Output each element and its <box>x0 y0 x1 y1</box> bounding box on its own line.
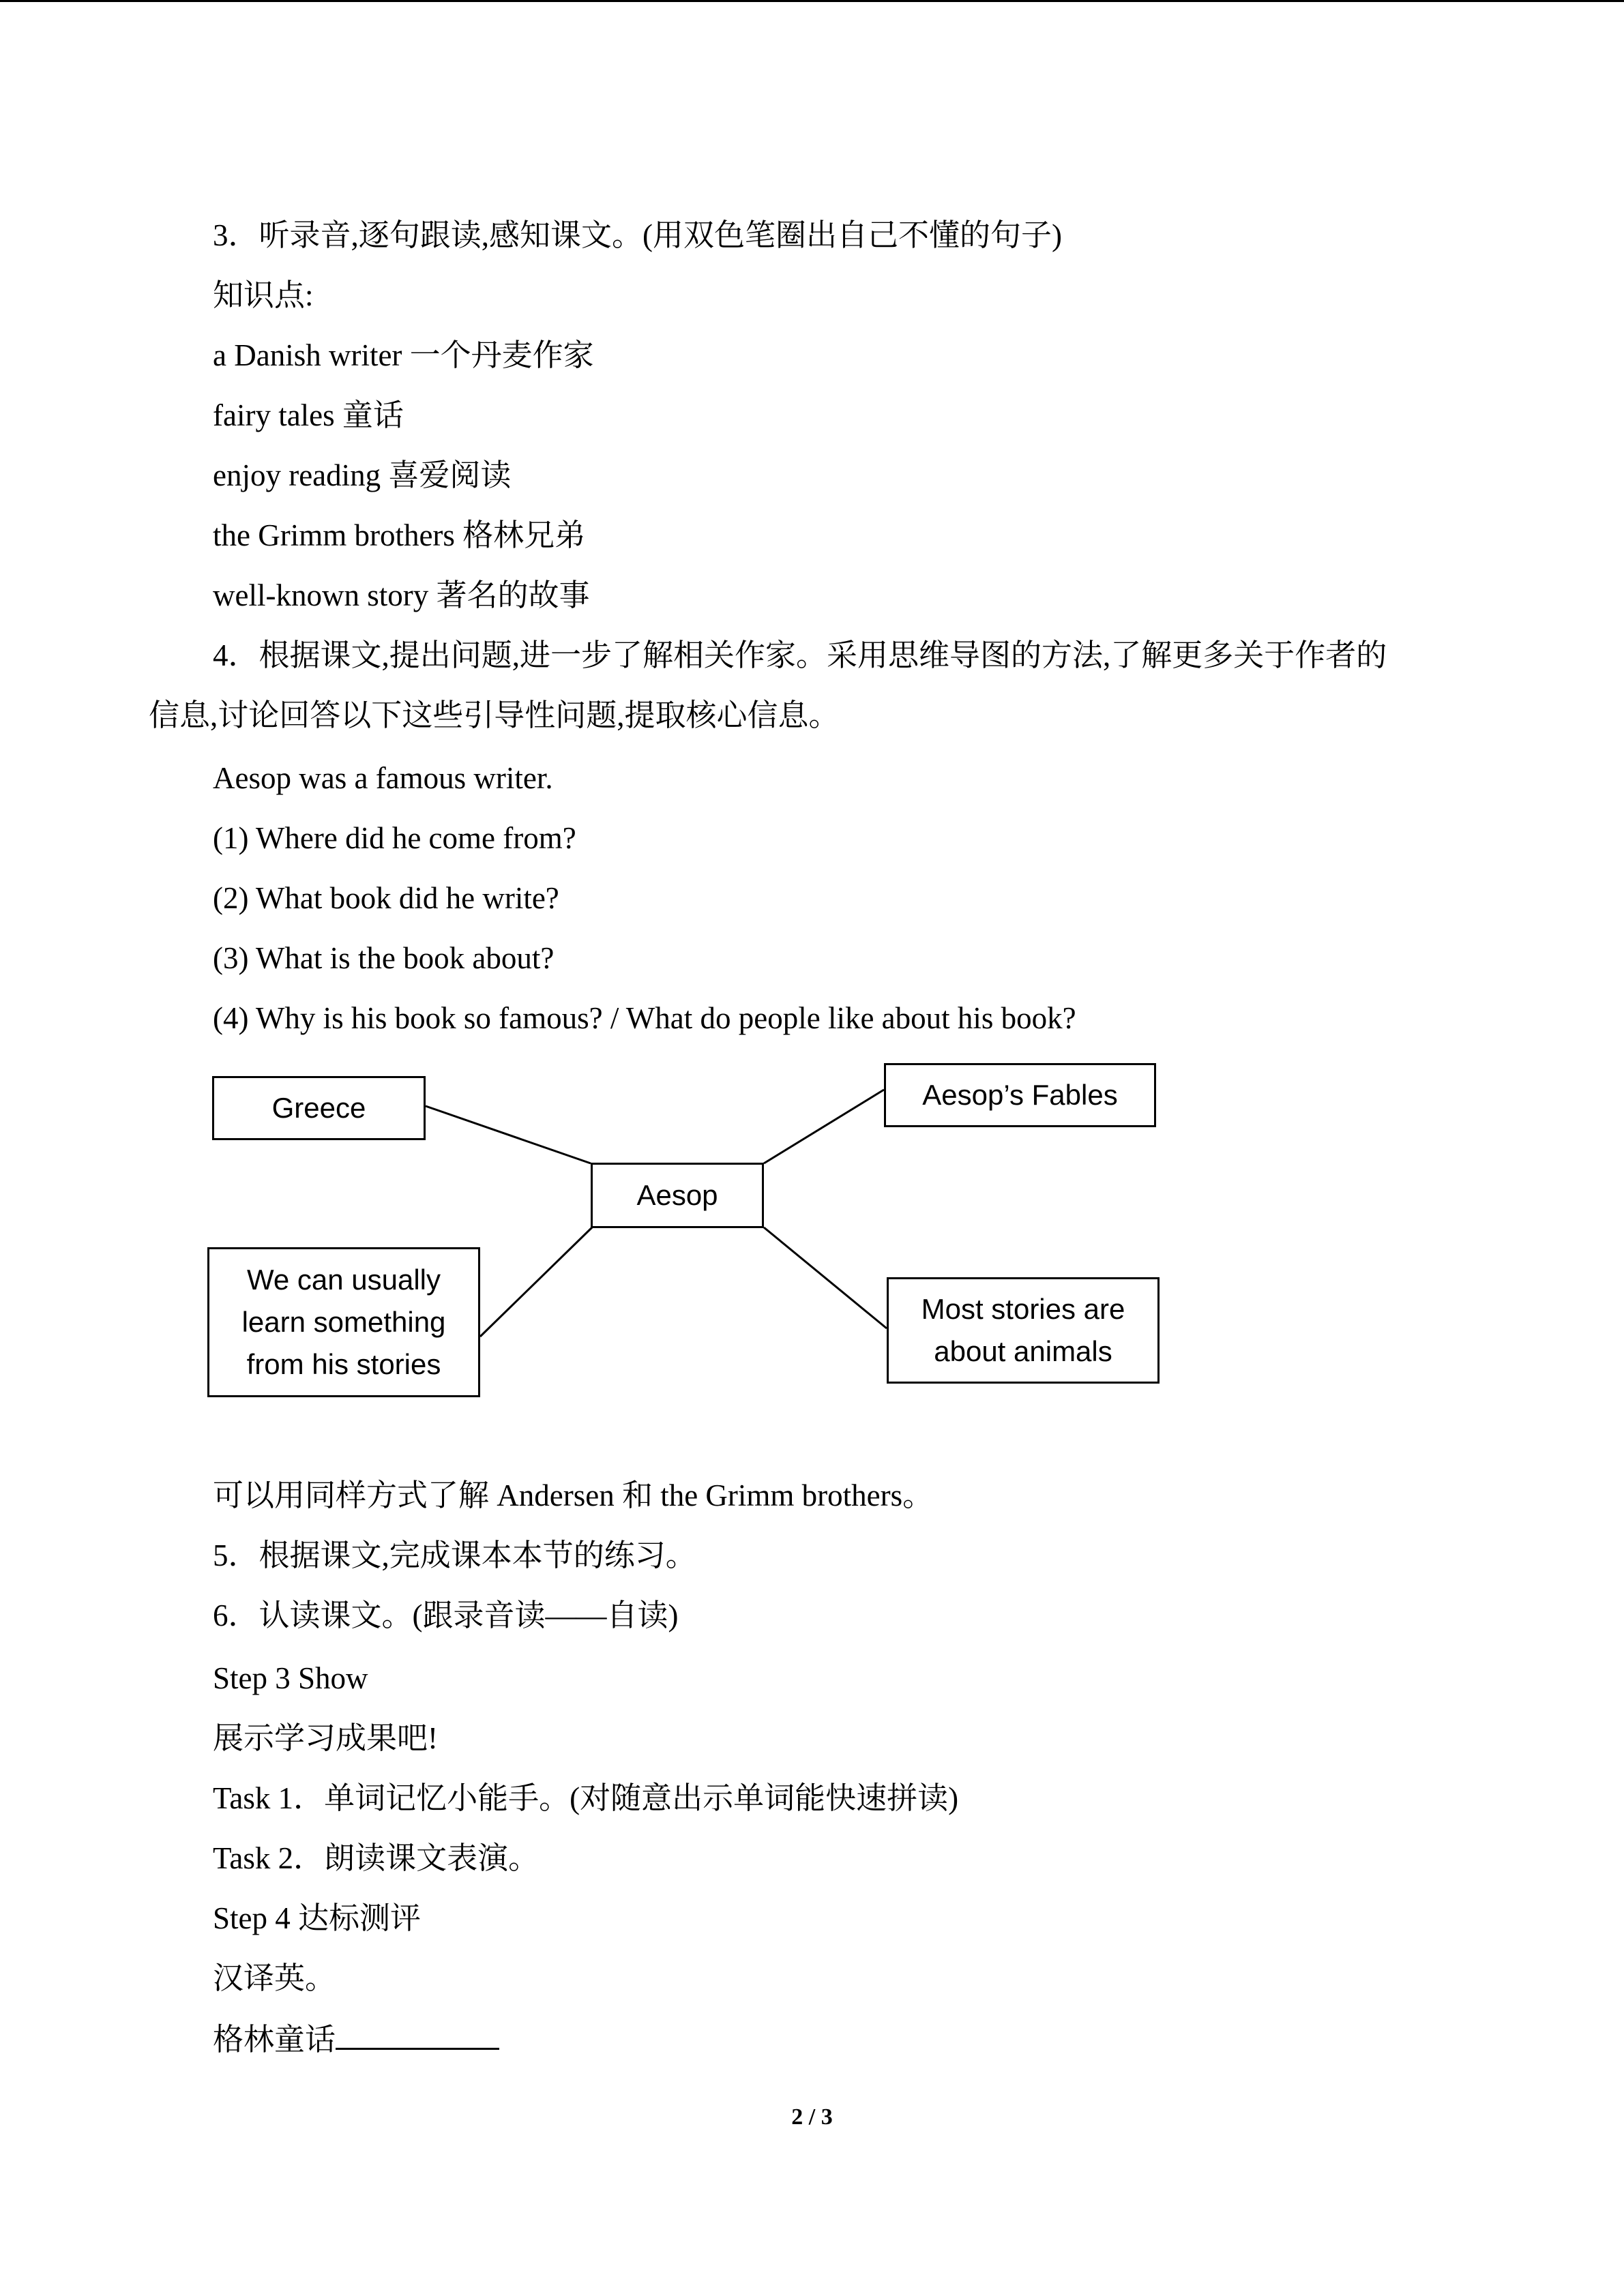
vocab-enjoy-reading: enjoy reading 喜爱阅读 <box>213 458 512 492</box>
task-1-line: Task 1．单词记忆小能手。(对随意出示单词能快速拼读) <box>213 1781 959 1815</box>
translate-item-1-text: 格林童话 <box>213 2023 336 2057</box>
step-4-instruction-cont: 信息,讨论回答以下这些引导性问题,提取核心信息。 <box>149 698 840 732</box>
aesop-intro: Aesop was a famous writer. <box>213 761 553 795</box>
learn-line-3: from his stories <box>246 1348 441 1380</box>
mindmap-node-learn <box>207 1247 480 1397</box>
learn-line-1: We can usually <box>246 1264 441 1296</box>
vocab-danish-writer: a Danish writer 一个丹麦作家 <box>213 338 594 372</box>
step-5-instruction: 5．根据课文,完成课本本节的练习。 <box>213 1538 696 1572</box>
translate-heading: 汉译英。 <box>213 1961 336 1995</box>
same-method-note: 可以用同样方式了解 Andersen 和 the Grimm brothers。 <box>213 1478 934 1512</box>
vocab-grimm-brothers: the Grimm brothers 格林兄弟 <box>213 518 586 552</box>
animals-line-2: about animals <box>934 1335 1112 1367</box>
connector-animals <box>764 1227 887 1328</box>
learn-line-2: learn something <box>241 1306 446 1338</box>
task-2-line: Task 2．朗读课文表演。 <box>213 1841 540 1875</box>
step-3-show-heading: Step 3 Show <box>213 1661 368 1695</box>
mindmap-node-greece: Greece <box>212 1076 426 1140</box>
vocab-fairy-tales: fairy tales 童话 <box>213 398 404 432</box>
mindmap-node-fables: Aesop’s Fables <box>884 1063 1156 1127</box>
connector-greece <box>426 1106 591 1163</box>
step-4-heading: Step 4 达标测评 <box>213 1901 422 1935</box>
question-2: (2) What book did he write? <box>213 881 559 915</box>
step-4-instruction: 4．根据课文,提出问题,进一步了解相关作家。采用思维导图的方法,了解更多关于作者的 <box>213 638 1387 672</box>
step-3-instruction: 3．听录音,逐句跟读,感知课文。(用双色笔圈出自己不懂的句子) <box>213 218 1062 252</box>
page-number: 2 / 3 <box>791 2104 833 2130</box>
vocab-well-known-story: well-known story 著名的故事 <box>213 578 590 612</box>
question-1: (1) Where did he come from? <box>213 821 576 855</box>
connector-learn <box>480 1227 592 1337</box>
show-results-line: 展示学习成果吧! <box>213 1721 438 1755</box>
animals-line-1: Most stories are <box>921 1293 1125 1325</box>
question-3: (3) What is the book about? <box>213 941 555 975</box>
connector-fables <box>764 1090 884 1163</box>
mindmap-node-center: Aesop <box>591 1163 764 1228</box>
answer-blank[interactable] <box>336 2018 499 2050</box>
mindmap-node-animals <box>887 1277 1160 1384</box>
translate-item-1 <box>213 2018 499 2060</box>
step-6-instruction: 6．认读课文。(跟录音读——自读) <box>213 1598 679 1632</box>
question-4: (4) Why is his book so famous? / What do people like about his book? <box>213 1001 1076 1035</box>
knowledge-points-heading: 知识点: <box>213 278 314 312</box>
